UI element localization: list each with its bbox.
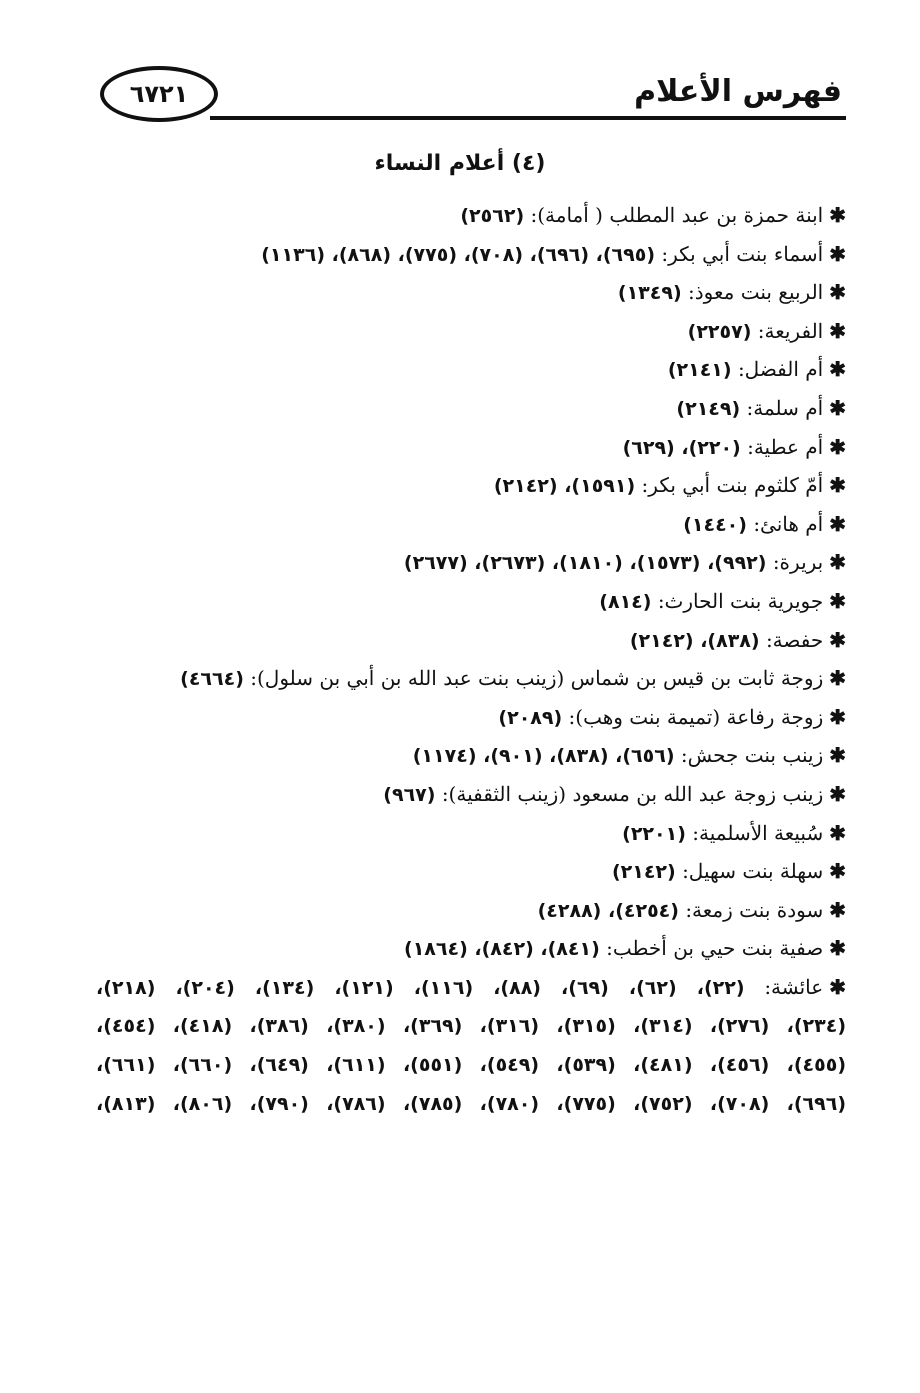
bullet-icon: ✱ [829, 550, 846, 575]
entry-refs: (١٣٤٩) [617, 282, 682, 305]
entry-refs: (٢٢)، (٦٢)، (٦٩)، (٨٨)، (١١٦)، (١٢١)، (١٣٤)، (٢٠٤)، (٢١٨)، [96, 976, 745, 999]
list-item [96, 852, 846, 891]
entry-refs: (٢٢٠١) [622, 822, 686, 845]
entry-name: عائشة: [764, 974, 824, 999]
bullet-icon: ✱ [829, 203, 846, 227]
bullet-icon: ✱ [829, 974, 846, 999]
continuation-line [96, 1045, 846, 1084]
entry-refs: (٢١٤١) [667, 359, 732, 382]
entry-name: أم سلمة: [746, 395, 824, 420]
continuation-line [96, 1084, 846, 1123]
entry-refs: (٢١٤٩) [676, 397, 741, 420]
section-heading: (٤) أعلام النساء [374, 151, 546, 176]
entry-refs: (١٥٩١)، (٢١٤٢) [493, 475, 636, 498]
entry-refs: (٨٤١)، (٨٤٢)، (١٨٦٤) [404, 938, 600, 961]
list-item [96, 196, 846, 235]
entry-refs: (٦٥٦)، (٨٣٨)، (٩٠١)، (١١٧٤) [412, 745, 675, 768]
entry-name: أم هانئ: [753, 511, 824, 536]
list-item [96, 698, 846, 737]
entry-name: بريرة: [772, 550, 824, 575]
entry-refs: (٨١٤) [599, 590, 652, 613]
bullet-icon: ✱ [829, 781, 846, 806]
entry-refs: (٢٠٨٩) [498, 706, 563, 729]
entry-name: زوجة ثابت بن قيس بن شماس (زينب بنت عبد الله بن أبي بن سلول): [250, 666, 824, 691]
list-item [96, 235, 846, 274]
entry-name: أمّ كلثوم بنت أبي بكر: [641, 473, 824, 498]
bullet-icon: ✱ [829, 588, 846, 613]
list-item [96, 775, 846, 814]
list-item [96, 505, 846, 544]
bullet-icon: ✱ [829, 357, 846, 382]
bullet-icon: ✱ [829, 280, 846, 305]
entry-name: صفية بنت حيي بن أخطب: [606, 936, 824, 961]
entry-name: الفريعة: [757, 318, 824, 343]
entry-refs: (٤٥٥)، (٤٥٦)، (٤٨١)، (٥٣٩)، (٥٤٩)، (٥٥١)، (٦١١)، (٦٤٩)، (٦٦٠)، (٦٦١)، [96, 1054, 846, 1077]
bullet-icon: ✱ [829, 318, 846, 343]
bullet-icon: ✱ [829, 936, 846, 961]
list-item [96, 273, 846, 312]
bullet-icon: ✱ [829, 704, 846, 729]
entry-refs: (٦٩٥)، (٦٩٦)، (٧٠٨)، (٧٧٥)، (٨٦٨)، (١١٣٦) [261, 243, 655, 266]
list-item [96, 312, 846, 351]
list-item [96, 968, 846, 1007]
header-divider [210, 116, 846, 120]
list-item [96, 891, 846, 930]
page-title: فهرس الأعلام [634, 74, 842, 109]
entry-name: أسماء بنت أبي بكر: [661, 241, 824, 266]
entry-refs: (٢٢٠)، (٦٢٩) [622, 436, 741, 459]
list-item [96, 814, 846, 853]
list-item [96, 428, 846, 467]
index-list [96, 196, 846, 1122]
entry-name: سودة بنت زمعة: [685, 897, 824, 922]
entry-refs: (٦٩٦)، (٧٠٨)، (٧٥٢)، (٧٧٥)، (٧٨٠)، (٧٨٥)، (٧٨٦)، (٧٩٠)، (٨٠٦)، (٨١٣)، [96, 1092, 846, 1115]
bullet-icon: ✱ [829, 859, 846, 884]
entry-name: حفصة: [765, 627, 824, 652]
entry-refs: (٤٦٦٤) [180, 668, 244, 691]
list-item [96, 736, 846, 775]
continuation-line [96, 1006, 846, 1045]
entry-name: ابنة حمزة بن عبد المطلب ( أمامة): [530, 203, 824, 227]
entry-refs: (٤٢٥٤)، (٤٢٨٨) [537, 899, 679, 922]
entry-refs: (٢٣٤)، (٢٧٦)، (٣١٤)، (٣١٥)، (٣١٦)، (٣٦٩)، (٣٨٠)، (٣٨٦)، (٤١٨)، (٤٥٤)، [96, 1015, 846, 1038]
bullet-icon: ✱ [829, 743, 846, 768]
entry-name: زينب بنت جحش: [680, 743, 824, 768]
entry-name: سُبيعة الأسلمية: [692, 820, 824, 845]
entry-name: زوجة رفاعة (تميمة بنت وهب): [568, 704, 824, 729]
list-item [96, 621, 846, 660]
list-item [96, 389, 846, 428]
entry-name: سهلة بنت سهيل: [682, 859, 824, 884]
bullet-icon: ✱ [829, 666, 846, 691]
entry-name: جويرية بنت الحارث: [657, 588, 824, 613]
entry-refs: (٢٢٥٧) [687, 320, 752, 343]
list-item [96, 543, 846, 582]
entry-refs: (١٤٤٠) [683, 513, 747, 536]
bullet-icon: ✱ [829, 511, 846, 536]
entry-refs: (٨٣٨)، (٢١٤٢) [629, 629, 760, 652]
bullet-icon: ✱ [829, 897, 846, 922]
entry-name: زينب زوجة عبد الله بن مسعود (زينب الثقفية): [441, 781, 824, 806]
entry-refs: (٩٩٢)، (١٥٧٣)، (١٨١٠)، (٢٦٧٣)، (٢٦٧٧) [403, 552, 767, 575]
list-item [96, 350, 846, 389]
page-number-badge: ٦٧٢١ [100, 66, 218, 122]
entry-name: الربيع بنت معوذ: [688, 280, 824, 305]
bullet-icon: ✱ [829, 395, 846, 420]
bullet-icon: ✱ [829, 627, 846, 652]
list-item [96, 466, 846, 505]
list-item [96, 582, 846, 621]
entry-refs: (٢٥٦٢) [460, 205, 525, 227]
bullet-icon: ✱ [829, 820, 846, 845]
entry-refs: (٢١٤٢) [611, 861, 676, 884]
list-item [96, 659, 846, 698]
entry-refs: (٩٦٧) [383, 783, 436, 806]
list-item [96, 929, 846, 968]
bullet-icon: ✱ [829, 241, 846, 266]
bullet-icon: ✱ [829, 434, 846, 459]
bullet-icon: ✱ [829, 473, 846, 498]
entry-name: أم عطية: [747, 434, 824, 459]
entry-name: أم الفضل: [737, 357, 824, 382]
